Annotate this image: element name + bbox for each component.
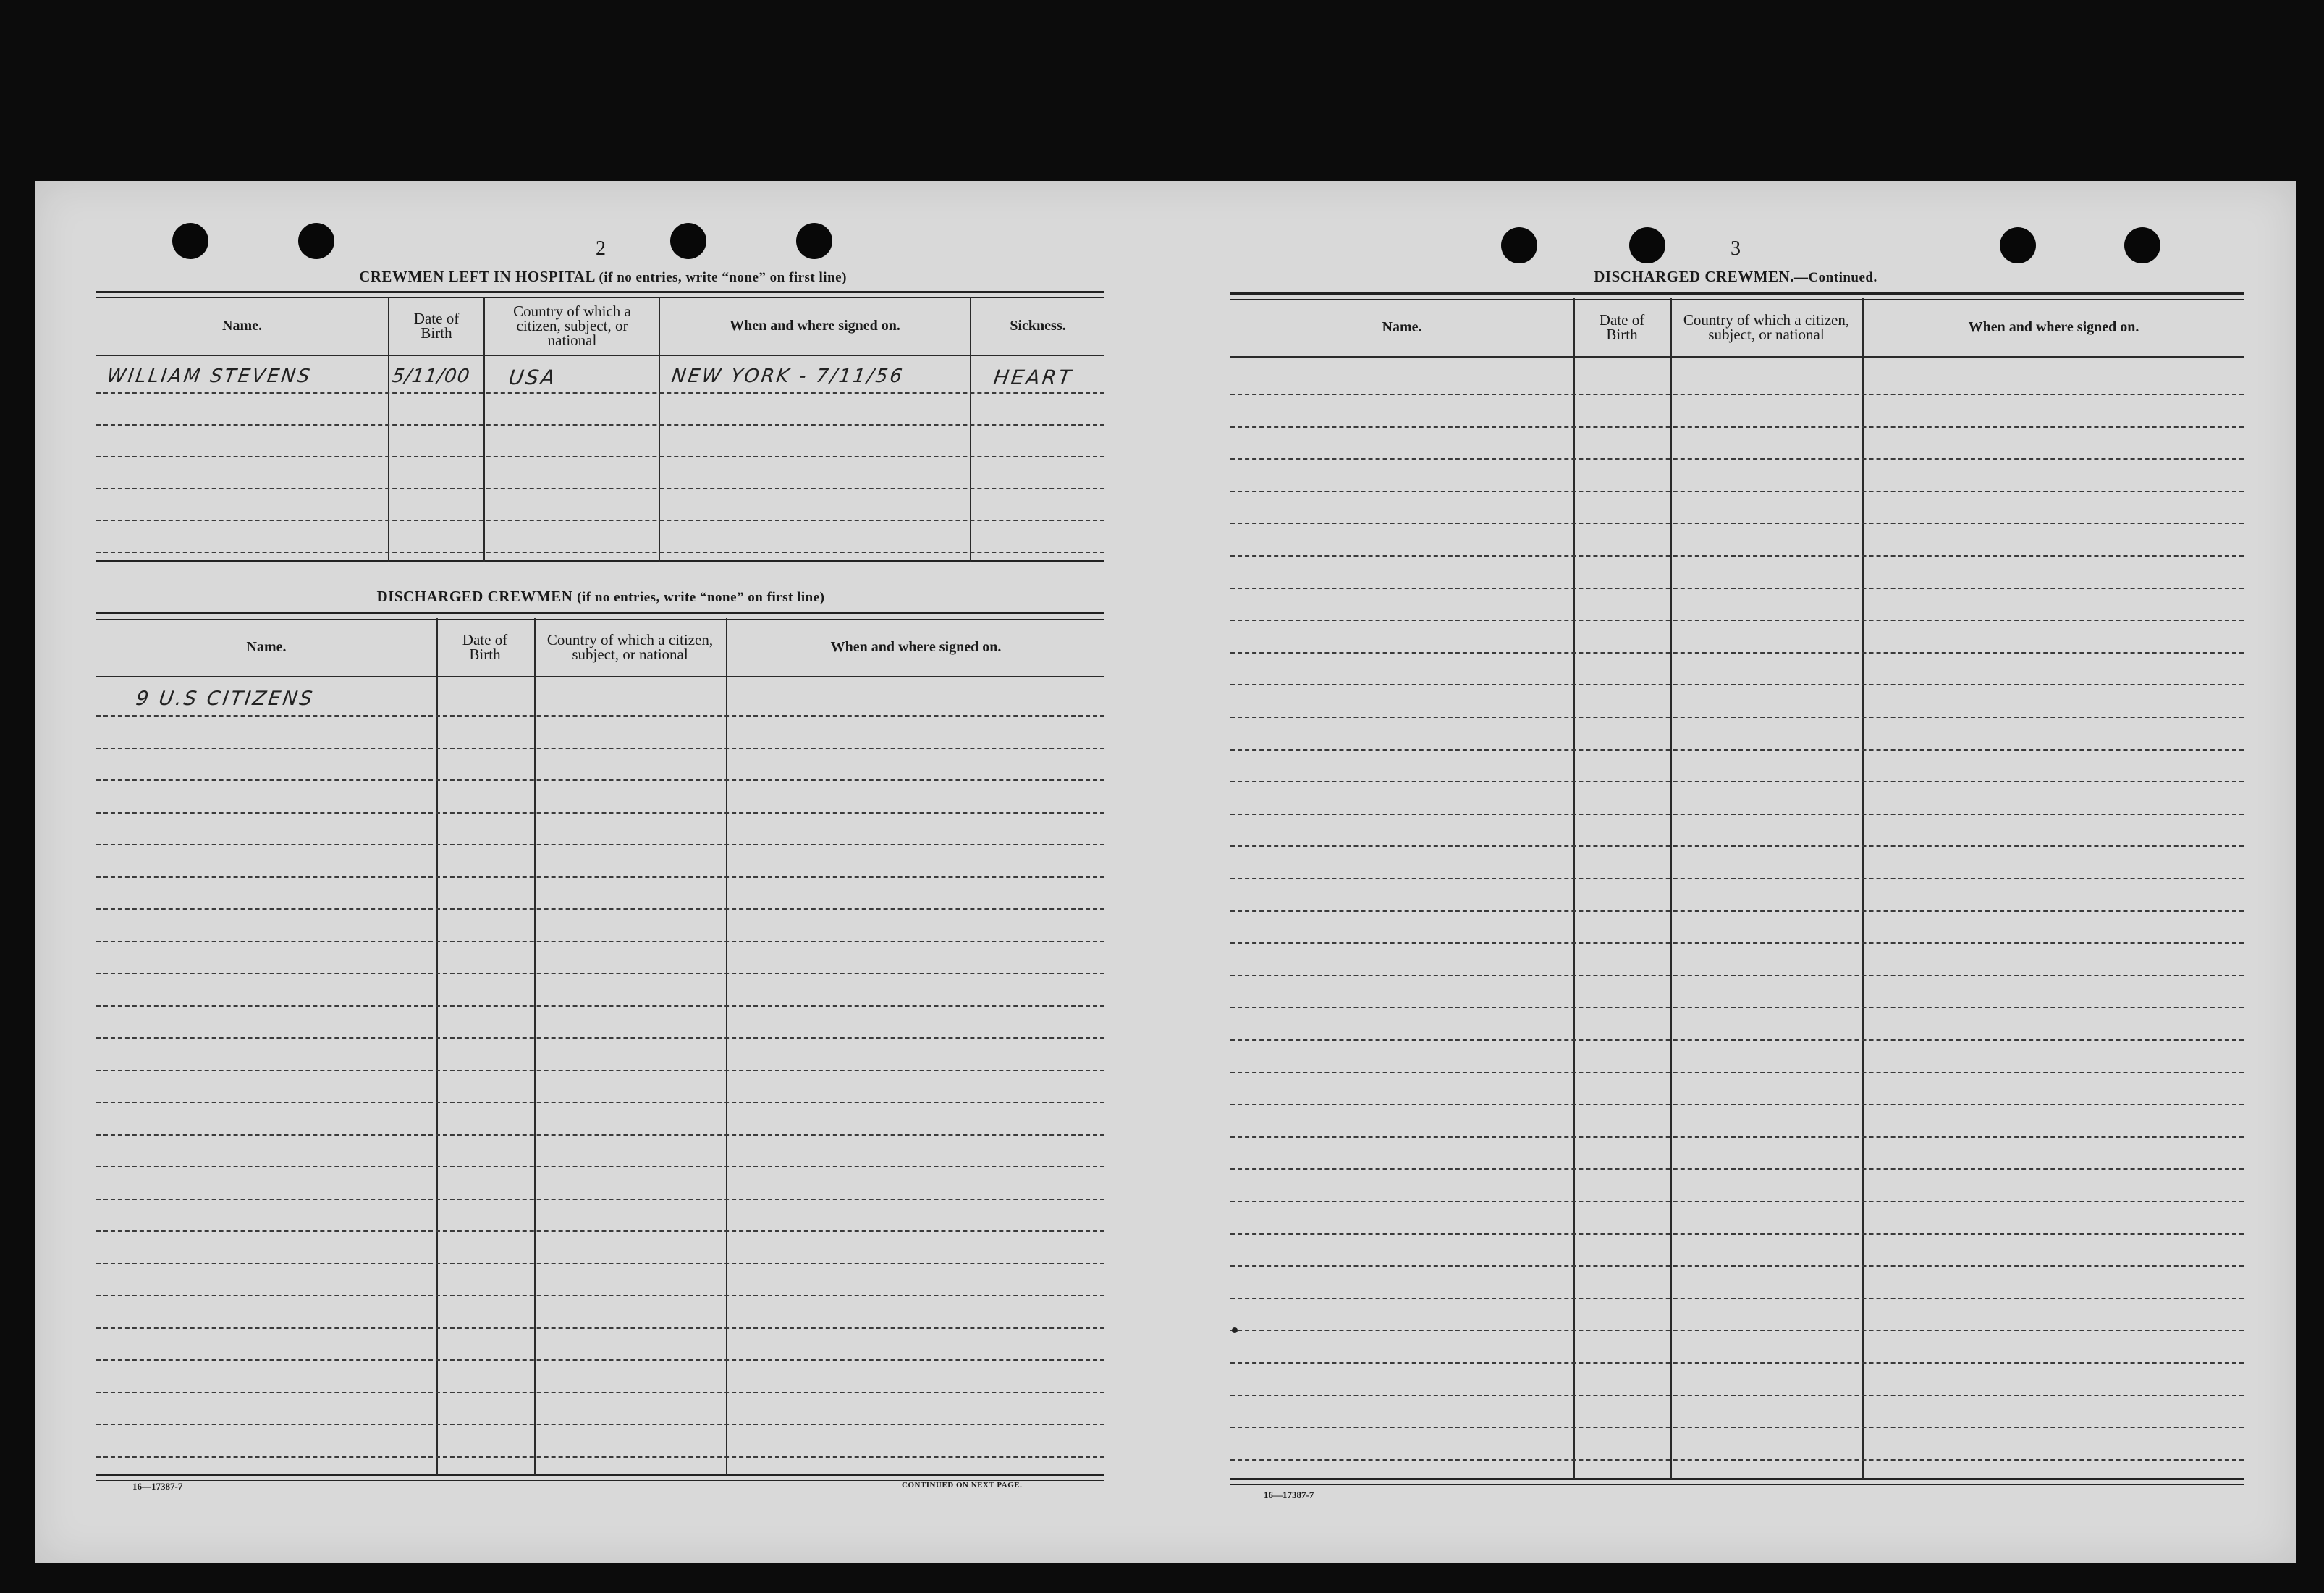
hospital-header-name: Name. bbox=[222, 318, 262, 334]
right-row-line bbox=[1230, 1298, 2244, 1299]
page-number-right: 3 bbox=[1731, 237, 1741, 260]
hospital-entry-sickness: HEART bbox=[992, 365, 1075, 389]
hospital-title-note: (if no entries, write “none” on first line) bbox=[599, 270, 847, 285]
discharged-row-line bbox=[96, 779, 1104, 781]
hospital-header-country: Country of which a citizen, subject, or national bbox=[513, 303, 631, 349]
hospital-header-rule bbox=[96, 355, 1104, 356]
right-row-line bbox=[1230, 1104, 2244, 1105]
page-number-left: 2 bbox=[596, 237, 606, 260]
right-header-signed-on: When and where signed on. bbox=[1968, 319, 2139, 335]
right-row-line bbox=[1230, 1362, 2244, 1364]
hospital-row-line bbox=[96, 488, 1104, 489]
hospital-row-line bbox=[96, 456, 1104, 457]
right-row-line bbox=[1230, 588, 2244, 589]
right-header-name: Name. bbox=[1382, 319, 1422, 335]
form-number-right: 16—17387-7 bbox=[1264, 1490, 1314, 1500]
discharged-row-line bbox=[96, 876, 1104, 878]
discharged-title-note: (if no entries, write “none” on first line) bbox=[577, 590, 825, 605]
right-row-line bbox=[1230, 1039, 2244, 1041]
continued-note: CONTINUED ON NEXT PAGE. bbox=[902, 1481, 1023, 1490]
right-row-line bbox=[1230, 1265, 2244, 1267]
discharged-row-line bbox=[96, 1005, 1104, 1007]
discharged-header-dob: Date of Birth bbox=[462, 631, 508, 663]
hospital-entry-dob: 5/11/00 bbox=[390, 365, 472, 387]
discharged-row-line bbox=[96, 973, 1104, 974]
right-col-divider bbox=[1670, 298, 1672, 1479]
right-row-line bbox=[1230, 910, 2244, 912]
discharged-top-rule bbox=[96, 612, 1104, 620]
right-row-line bbox=[1230, 814, 2244, 815]
discharged-row-line bbox=[96, 1392, 1104, 1393]
discharged-row-line bbox=[96, 1166, 1104, 1167]
hospital-header-signed-on: When and where signed on. bbox=[730, 318, 900, 334]
continued-title-text: DISCHARGED CREWMEN. bbox=[1594, 268, 1794, 285]
hospital-section-title bbox=[359, 268, 847, 286]
discharged-row-line bbox=[96, 1456, 1104, 1458]
discharged-row-line bbox=[96, 844, 1104, 845]
right-row-line bbox=[1230, 1168, 2244, 1170]
right-col-divider bbox=[1862, 298, 1864, 1479]
ink-speck bbox=[1232, 1327, 1238, 1333]
hospital-col-divider bbox=[388, 297, 389, 562]
hospital-title-text: CREWMEN LEFT IN HOSPITAL bbox=[359, 268, 595, 285]
discharged-entry-name: 9 U.S CITIZENS bbox=[134, 688, 316, 710]
discharged-row-line bbox=[96, 748, 1104, 749]
hospital-top-rule bbox=[96, 291, 1104, 298]
punch-hole bbox=[172, 223, 208, 259]
discharged-row-line bbox=[96, 1102, 1104, 1103]
document-sheet bbox=[35, 181, 2296, 1563]
hospital-entry-country: USA bbox=[507, 365, 559, 389]
hospital-header-sickness: Sickness. bbox=[1010, 318, 1066, 334]
discharged-section-title bbox=[376, 588, 824, 606]
discharged-row-line bbox=[96, 1199, 1104, 1200]
discharged-row-line bbox=[96, 1070, 1104, 1071]
punch-hole bbox=[796, 223, 832, 259]
right-row-line bbox=[1230, 1395, 2244, 1396]
discharged-title-text: DISCHARGED CREWMEN bbox=[376, 588, 573, 605]
hospital-bottom-rule bbox=[96, 560, 1104, 567]
right-row-line bbox=[1230, 878, 2244, 879]
right-row-line bbox=[1230, 684, 2244, 685]
discharged-row-line bbox=[96, 812, 1104, 814]
right-row-line bbox=[1230, 555, 2244, 557]
hospital-header-dob: Date of Birth bbox=[413, 310, 460, 342]
punch-hole bbox=[670, 223, 706, 259]
discharged-header-country: Country of which a citizen, subject, or national bbox=[546, 631, 714, 663]
right-row-line bbox=[1230, 491, 2244, 492]
discharged-header-rule bbox=[96, 676, 1104, 677]
punch-hole bbox=[2000, 227, 2036, 263]
discharged-row-line bbox=[96, 1037, 1104, 1039]
right-row-line bbox=[1230, 717, 2244, 718]
right-header-country: Country of which a citizen, subject, or national bbox=[1683, 311, 1850, 343]
discharged-row-line bbox=[96, 1327, 1104, 1329]
form-number-left: 16—17387-7 bbox=[132, 1481, 183, 1492]
right-row-line bbox=[1230, 781, 2244, 782]
right-row-line bbox=[1230, 942, 2244, 944]
right-row-line bbox=[1230, 523, 2244, 524]
punch-hole bbox=[2124, 227, 2160, 263]
hospital-row-line bbox=[96, 424, 1104, 426]
right-header-rule bbox=[1230, 356, 2244, 358]
hospital-row-line bbox=[96, 520, 1104, 521]
continued-section-title bbox=[1594, 268, 1877, 286]
right-row-line bbox=[1230, 458, 2244, 460]
right-row-line bbox=[1230, 620, 2244, 621]
discharged-row-line bbox=[96, 715, 1104, 717]
right-row-line bbox=[1230, 1330, 2244, 1331]
discharged-row-line bbox=[96, 1134, 1104, 1136]
right-row-line bbox=[1230, 1201, 2244, 1202]
right-row-line bbox=[1230, 652, 2244, 654]
hospital-entry-signed-on: NEW YORK - 7/11/56 bbox=[669, 365, 906, 387]
discharged-row-line bbox=[96, 908, 1104, 910]
hospital-row-line bbox=[96, 552, 1104, 553]
discharged-header-name: Name. bbox=[246, 639, 287, 655]
right-row-line bbox=[1230, 1233, 2244, 1235]
punch-hole bbox=[1501, 227, 1537, 263]
discharged-row-line bbox=[96, 1263, 1104, 1264]
right-row-line bbox=[1230, 1459, 2244, 1461]
discharged-row-line bbox=[96, 1295, 1104, 1296]
discharged-row-line bbox=[96, 941, 1104, 942]
right-row-line bbox=[1230, 1007, 2244, 1008]
hospital-col-divider bbox=[483, 297, 485, 562]
right-bottom-rule bbox=[1230, 1478, 2244, 1485]
punch-hole bbox=[298, 223, 334, 259]
hospital-entry-name: WILLIAM STEVENS bbox=[105, 365, 313, 387]
discharged-row-line bbox=[96, 1424, 1104, 1425]
right-row-line bbox=[1230, 1136, 2244, 1138]
right-row-line bbox=[1230, 749, 2244, 751]
punch-hole bbox=[1629, 227, 1665, 263]
right-header-dob: Date of Birth bbox=[1599, 311, 1645, 343]
discharged-header-signed-on: When and where signed on. bbox=[830, 639, 1002, 655]
discharged-row-line bbox=[96, 1230, 1104, 1232]
discharged-row-line bbox=[96, 1359, 1104, 1361]
continued-title-suffix: —Continued. bbox=[1793, 270, 1877, 285]
right-row-line bbox=[1230, 975, 2244, 976]
discharged-bottom-rule bbox=[96, 1474, 1104, 1481]
right-row-line bbox=[1230, 394, 2244, 395]
right-row-line bbox=[1230, 845, 2244, 847]
hospital-row-line bbox=[96, 392, 1104, 394]
right-row-line bbox=[1230, 1427, 2244, 1428]
right-col-divider bbox=[1573, 298, 1575, 1479]
right-row-line bbox=[1230, 426, 2244, 428]
right-top-rule bbox=[1230, 292, 2244, 300]
right-row-line bbox=[1230, 1072, 2244, 1073]
